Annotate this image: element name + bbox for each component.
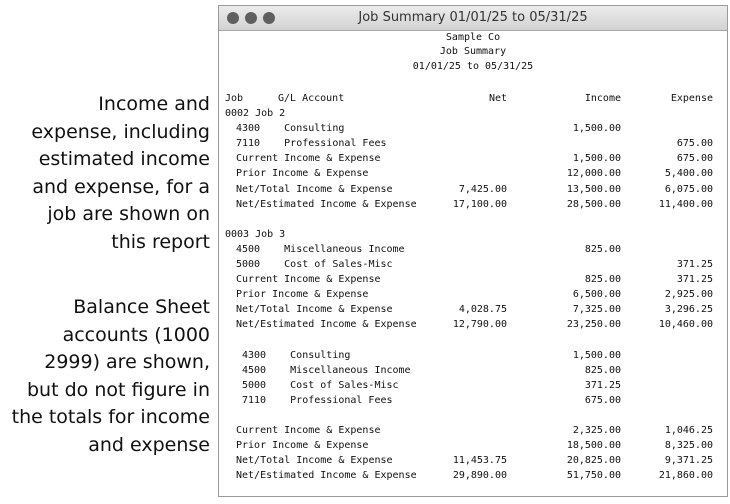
row-income-value: 18,500.00: [566, 440, 621, 452]
report-row: [219, 166, 727, 181]
row-income-value: 2,325.00: [572, 425, 621, 437]
row-expense-value: 1,046.25: [664, 425, 713, 437]
note-line: accounts (1000: [62, 323, 210, 346]
note-line: the totals for income: [11, 406, 210, 428]
row-income-value: 6,500.00: [572, 289, 621, 301]
row-label: 4300 Consulting: [242, 349, 351, 361]
column-header-row: [219, 91, 727, 106]
row-income-value: 1,500.00: [572, 153, 621, 165]
row-label: 7110 Professional Fees: [242, 394, 393, 406]
report-row: [219, 378, 727, 393]
row-net-value: 12,790.00: [452, 319, 507, 331]
row-label: Net/Estimated Income & Expense: [236, 319, 417, 331]
row-income-value: 825.00: [584, 364, 621, 376]
report-row: [219, 363, 727, 378]
header-gl-account: G/L Account: [278, 93, 345, 104]
note-line: estimated income: [38, 148, 210, 170]
row-income-value: 13,500.00: [566, 183, 621, 195]
row-label: 4300 Consulting: [236, 123, 345, 135]
row-net-value: 4,028.75: [458, 304, 507, 316]
header-job: Job: [225, 93, 244, 104]
row-label: 4500 Miscellaneous Income: [242, 364, 411, 376]
sidebar-note-balance-sheet: [0, 294, 210, 459]
report-row: [219, 438, 727, 453]
row-expense-value: 2,925.00: [664, 289, 713, 301]
row-net-value: 29,890.00: [452, 470, 507, 482]
report-row: [219, 242, 727, 257]
row-income-value: 28,500.00: [566, 198, 621, 210]
header-expense: Expense: [670, 93, 713, 104]
row-income-value: 825.00: [584, 243, 621, 255]
note-line: expense, including: [31, 120, 210, 143]
window-title: Job Summary 01/01/25 to 05/31/25: [358, 10, 588, 25]
row-income-value: 1,500.00: [572, 349, 621, 361]
report-row: [219, 121, 727, 136]
row-expense-value: 675.00: [676, 153, 713, 165]
sidebar-note-income-expense: [0, 91, 210, 256]
row-label: 5000 Cost of Sales-Misc: [236, 259, 393, 270]
report-row: [219, 453, 727, 468]
report-blank-row: [219, 408, 727, 423]
report-blank-row: [219, 333, 727, 348]
report-name: Job Summary: [439, 46, 507, 57]
report-body: [219, 30, 727, 496]
report-row: [219, 227, 727, 242]
row-label: Current Income & Expense: [236, 153, 381, 165]
report-row: [219, 106, 727, 121]
row-expense-value: 8,325.00: [664, 440, 713, 452]
row-label: 7110 Professional Fees: [236, 138, 387, 150]
row-net-value: 7,425.00: [458, 183, 507, 195]
report-row: [219, 423, 727, 438]
note-line: and expense, for a: [32, 175, 210, 198]
row-label: 0003 Job 3: [225, 228, 286, 240]
report-row: [219, 393, 727, 408]
row-income-value: 825.00: [584, 274, 621, 286]
report-row: [219, 272, 727, 287]
note-line: and expense: [88, 433, 210, 456]
report-blank-row: [219, 212, 727, 227]
row-expense-value: 371.25: [676, 274, 713, 286]
report-period: 01/01/25 to 05/31/25: [412, 61, 534, 72]
row-net-value: 11,453.75: [452, 455, 507, 467]
report-row: [219, 151, 727, 166]
row-net-value: 17,100.00: [452, 198, 507, 210]
row-label: Net/Total Income & Expense: [236, 455, 393, 467]
row-label: Net/Estimated Income & Expense: [236, 198, 417, 210]
row-expense-value: 11,400.00: [658, 198, 713, 210]
report-row: [219, 197, 727, 212]
row-label: Current Income & Expense: [236, 274, 381, 286]
row-expense-value: 21,860.00: [658, 470, 713, 482]
row-expense-value: 3,296.25: [664, 304, 713, 316]
row-expense-value: 10,460.00: [658, 319, 713, 331]
report-row: [219, 136, 727, 151]
row-label: Prior Income & Expense: [236, 289, 369, 301]
report-row: [219, 317, 727, 332]
report-row: [219, 468, 727, 483]
row-expense-value: 6,075.00: [664, 183, 713, 195]
row-expense-value: 5,400.00: [664, 168, 713, 180]
row-label: Net/Total Income & Expense: [236, 183, 393, 195]
row-expense-value: 9,371.25: [664, 455, 713, 467]
row-income-value: 23,250.00: [566, 319, 621, 331]
note-line: Income and: [98, 93, 210, 115]
row-income-value: 371.25: [584, 379, 621, 391]
row-expense-value: 675.00: [676, 138, 713, 150]
note-line: Balance Sheet: [73, 296, 210, 318]
note-line: but do not figure in: [27, 378, 210, 401]
report-row: [219, 302, 727, 317]
window-titlebar[interactable]: [219, 6, 727, 31]
row-label: Prior Income & Expense: [236, 440, 369, 452]
row-income-value: 1,500.00: [572, 123, 621, 135]
report-row: [219, 257, 727, 272]
row-income-value: 7,325.00: [572, 304, 621, 316]
row-income-value: 12,000.00: [566, 168, 621, 180]
report-row: [219, 182, 727, 197]
row-income-value: 20,825.00: [566, 455, 621, 467]
header-net: Net: [488, 93, 507, 104]
note-line: job are shown on: [47, 203, 210, 225]
report-window: [218, 5, 728, 497]
header-income: Income: [584, 93, 621, 104]
row-label: 4500 Miscellaneous Income: [236, 243, 405, 255]
row-label: 5000 Cost of Sales-Misc: [242, 379, 399, 391]
row-label: Current Income & Expense: [236, 425, 381, 437]
row-income-value: 51,750.00: [566, 470, 621, 482]
row-label: Prior Income & Expense: [236, 168, 369, 180]
row-label: Net/Estimated Income & Expense: [236, 470, 417, 482]
row-income-value: 675.00: [584, 394, 621, 406]
note-line: 2999) are shown,: [44, 351, 210, 373]
row-expense-value: 371.25: [676, 259, 713, 270]
row-label: 0002 Job 2: [225, 108, 286, 119]
row-label: Net/Total Income & Expense: [236, 304, 393, 316]
report-row: [219, 287, 727, 302]
note-line: this report: [111, 230, 210, 253]
company-name: Sample Co: [445, 32, 501, 43]
report-row: [219, 348, 727, 363]
